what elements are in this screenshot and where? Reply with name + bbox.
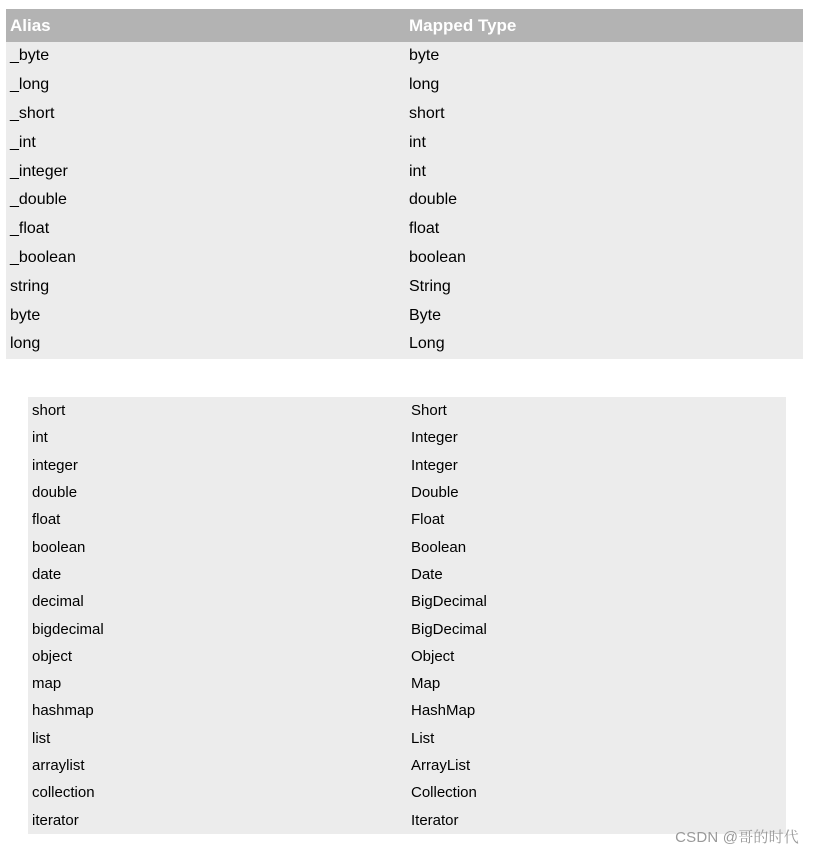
alias-cell: _int (10, 133, 36, 151)
mapped-type-cell: HashMap (411, 702, 476, 720)
alias-cell: _double (10, 191, 67, 209)
mapped-type-cell: Long (409, 335, 445, 353)
table-row (28, 533, 786, 560)
mapped-type-cell: String (409, 277, 451, 295)
table-row (6, 186, 803, 215)
alias-cell: int (32, 429, 48, 447)
alias-table-part-1 (6, 9, 803, 359)
alias-cell: date (32, 565, 62, 583)
alias-cell: hashmap (32, 702, 94, 720)
table-row (28, 479, 786, 506)
table-row (28, 697, 786, 724)
mapped-type-cell: Boolean (411, 538, 467, 556)
alias-cell: map (32, 675, 62, 693)
mapped-type-cell: Double (411, 484, 459, 502)
alias-cell: _float (10, 220, 50, 238)
alias-table-part-2 (28, 397, 786, 834)
mapped-type-cell: ArrayList (411, 757, 471, 774)
alias-cell: _byte (10, 47, 50, 65)
alias-cell: collection (32, 784, 95, 802)
alias-cell: float (32, 511, 61, 529)
table-row (28, 752, 786, 779)
table-row (28, 397, 786, 424)
header-alias: Alias (6, 9, 405, 42)
mapped-type-cell: Date (411, 565, 443, 583)
mapped-type-cell: Integer (411, 456, 458, 474)
table-row (28, 588, 786, 615)
table-row (6, 244, 803, 273)
table-row (28, 452, 786, 479)
mapped-type-cell: Map (411, 675, 441, 693)
alias-cell: double (32, 484, 78, 502)
alias-cell: decimal (32, 593, 84, 611)
mapped-type-cell: double (409, 191, 458, 209)
alias-cell: short (32, 402, 66, 420)
table-header (6, 9, 803, 42)
watermark: CSDN @哥的时代 (675, 829, 799, 846)
table-row (28, 561, 786, 588)
alias-cell: integer (32, 456, 78, 474)
table-row (6, 330, 803, 359)
alias-cell: _integer (10, 162, 68, 180)
table-row (6, 100, 803, 129)
table-row (28, 779, 786, 806)
table-row (6, 157, 803, 186)
header-row (6, 9, 803, 42)
table-row (6, 71, 803, 100)
alias-cell: object (32, 647, 73, 665)
mapped-type-cell: BigDecimal (411, 620, 487, 638)
alias-cell: bigdecimal (32, 620, 104, 638)
mapped-type-cell: float (409, 220, 440, 238)
alias-cell: string (10, 277, 50, 295)
alias-cell: long (10, 335, 41, 353)
table-row (28, 424, 786, 451)
mapped-type-cell: Iterator (411, 811, 459, 829)
alias-cell: arraylist (32, 757, 85, 774)
table-row (28, 643, 786, 670)
header-mapped-type: Mapped Type (405, 9, 803, 42)
mapped-type-cell: int (409, 133, 426, 151)
table-row (6, 215, 803, 244)
mapped-type-cell: byte (409, 47, 440, 65)
alias-cell: list (32, 729, 51, 747)
table-row (6, 128, 803, 157)
table-row (28, 506, 786, 533)
alias-cell: byte (10, 306, 41, 324)
alias-cell: _long (10, 76, 50, 94)
table-row (28, 615, 786, 642)
mapped-type-cell: boolean (409, 248, 466, 266)
table-row (28, 725, 786, 752)
alias-cell: iterator (32, 811, 79, 829)
table-row (6, 301, 803, 330)
mapped-type-cell: Collection (411, 784, 477, 802)
table-row (6, 272, 803, 301)
mapped-type-cell: List (411, 729, 435, 747)
alias-cell: _boolean (10, 248, 76, 266)
alias-cell: _short (10, 104, 55, 122)
alias-cell: boolean (32, 538, 86, 556)
mapped-type-cell: BigDecimal (411, 593, 487, 611)
mapped-type-cell: Float (411, 511, 445, 529)
mapped-type-cell: short (409, 104, 445, 122)
mapped-type-cell: long (409, 76, 440, 94)
mapped-type-cell: Object (411, 647, 455, 665)
table-row (28, 806, 786, 833)
table-row (28, 670, 786, 697)
mapped-type-cell: Byte (409, 306, 442, 324)
mapped-type-cell: Integer (411, 429, 458, 447)
mapped-type-cell: int (409, 162, 426, 180)
table-row (6, 42, 803, 71)
mapped-type-cell: Short (411, 402, 447, 420)
